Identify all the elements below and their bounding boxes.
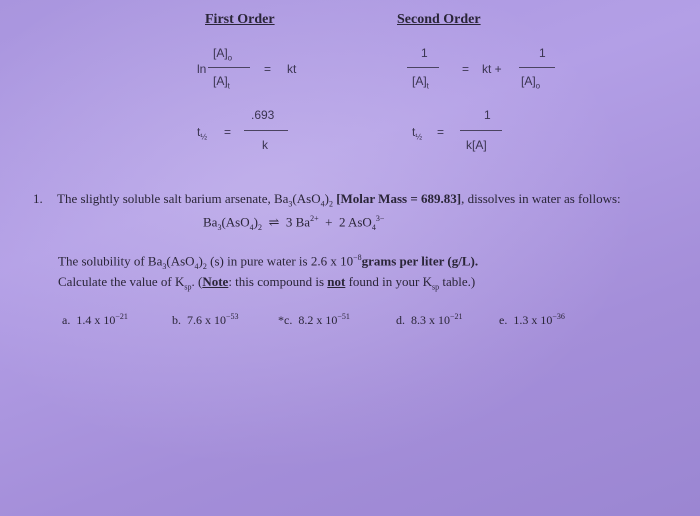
second-order-lhs-numerator: 1 (421, 46, 428, 60)
second-order-half-life-bar (460, 130, 502, 131)
second-order-equals: = (462, 62, 470, 76)
first-order-denominator: $[A]_t$ (213, 74, 230, 91)
first-order-half-life-numerator: .693 (251, 108, 275, 122)
second-order-half-life-numerator: 1 (484, 108, 491, 122)
first-order-half-life-label: $t_{\frac{1}{2}}$ (197, 125, 208, 142)
first-order-rhs: kt (287, 62, 297, 76)
second-order-half-life-equals: = (437, 125, 445, 139)
second-order-half-life-denominator: k[A] (466, 138, 487, 152)
ln-symbol: ln (197, 62, 207, 76)
first-order-heading: First Order (205, 12, 275, 27)
second-order-heading: Second Order (397, 12, 481, 27)
second-order-rhs-bar (519, 67, 555, 68)
choice-b[interactable]: b. 7.6 x $10^{-53}$ (172, 312, 239, 327)
first-order-half-life-equals: = (224, 125, 232, 139)
question-number: 1. (33, 191, 43, 206)
second-order-rhs-denominator: $[A]_o$ (521, 74, 541, 91)
second-order-half-life-label: $t_{\frac{1}{2}}$ (412, 125, 423, 142)
first-order-numerator: $[A]_o$ (213, 46, 233, 63)
second-order-kt: kt + (482, 62, 502, 76)
equilibrium-arrow: ⇌ (268, 214, 280, 230)
first-order-equals: = (264, 62, 272, 76)
choice-a[interactable]: a. 1.4 x $10^{-21}$ (62, 312, 128, 327)
question-intro: The slightly soluble salt barium arsenate, $Ba_3(AsO_4)_2$ [Molar Mass = 689.83], dissolves in water as follows: (57, 191, 621, 209)
first-order-half-life-bar (244, 130, 288, 131)
second-order-lhs-denominator: $[A]_t$ (412, 74, 429, 91)
second-order-rhs-numerator: 1 (539, 46, 546, 60)
solubility-statement: The solubility of $Ba_3(AsO_4)_2$ (s) in pure water is 2.6 x $10^{-8}grams$ per liter (g/L). (58, 253, 479, 271)
choice-d[interactable]: d. 8.3 x $10^{-21}$ (396, 312, 463, 327)
first-order-fraction-bar (208, 67, 250, 68)
ksp-instruction: Calculate the value of $K_{sp}$. (Note: this compound is not found in your $K_{sp}$ table.) (58, 274, 476, 292)
dissolution-reaction: $Ba_3(AsO_4)_2$ ⇌ 3 $Ba^{2+} + 2$ AsO$_4^{3-}$ (203, 214, 385, 232)
note-label: Note (202, 274, 229, 289)
not-emphasis: not (327, 274, 346, 289)
first-order-half-life-denominator: k (262, 138, 268, 152)
second-order-lhs-bar (407, 67, 439, 68)
choice-e[interactable]: e. 1.3 x $10^{-36}$ (499, 312, 565, 327)
choice-c[interactable]: *c. 8.2 x $10^{-51}$ (278, 312, 350, 327)
